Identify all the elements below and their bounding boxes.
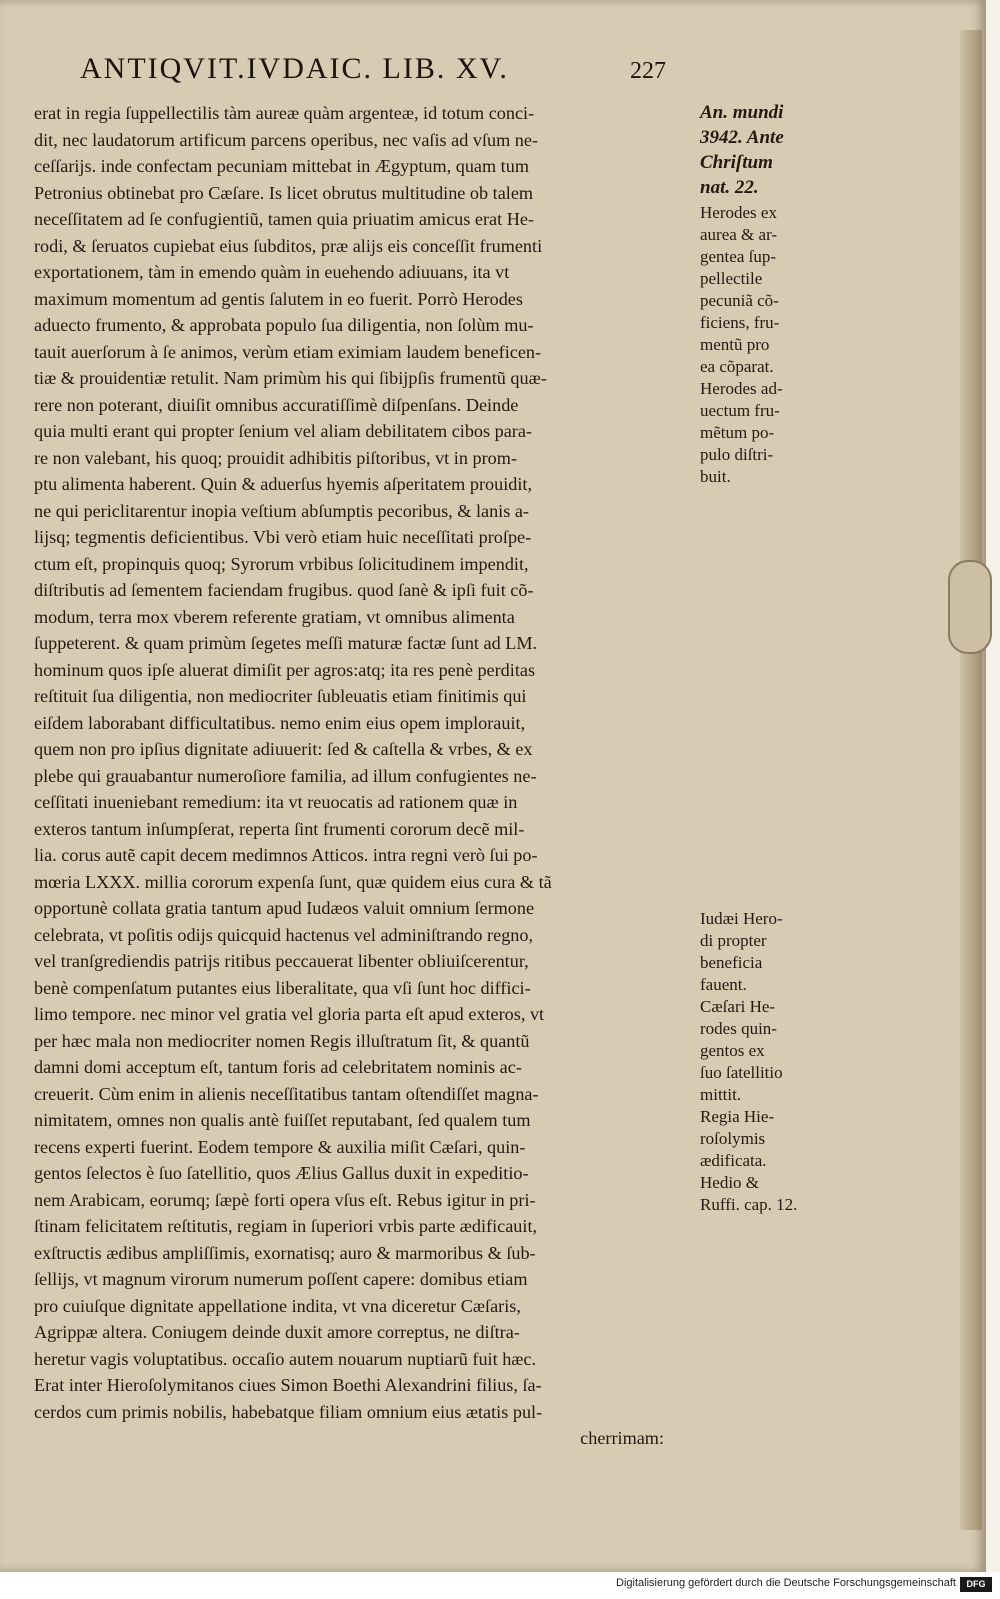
text-line: mœria LXXX. millia cororum expenſa ſunt, quæ quidem eius cura & tã <box>34 871 552 892</box>
text-line: Agrippæ altera. Coniugem deinde duxit amore correptus, ne diſtra- <box>34 1322 520 1342</box>
text-line: cerdos cum primis nobilis, habebatque filiam omnium eius ætatis pul- <box>34 1401 543 1422</box>
dfg-logo: DFG <box>960 1577 992 1592</box>
margin-line: ficiens, fru- <box>700 313 780 332</box>
text-line: diſtributis ad ſementem faciendam frugibus. quod ſanè & ipſi fuit cõ- <box>34 580 534 600</box>
text-line: erat in regia ſuppellectilis tàm aureæ quàm argenteæ, id totum conci- <box>34 103 535 123</box>
text-line: plebe qui grauabantur numeroſiore familia, ad illum confugientes ne- <box>34 765 537 786</box>
text-line: eiſdem laborabant difficultatibus. nemo enim eius opem implorauit, <box>34 712 526 733</box>
text-line: celebrata, vt poſitis odijs quicquid hactenus vel adminiſtrando regno, <box>34 924 534 945</box>
text-line: recens experti fuerint. Eodem tempore & auxilia miſit Cæſari, quin- <box>34 1136 526 1157</box>
text-line: exportationem, tàm in emendo quàm in euehendo adiuuans, ita vt <box>34 262 510 282</box>
text-line: pro cuiuſque dignitate appellatione indita, vt vna diceretur Cæſaris, <box>34 1295 521 1316</box>
text-line: gentos ſelectos è ſuo ſatellitio, quos Ælius Gallus duxit in expeditio- <box>34 1163 529 1183</box>
text-line: damni domi acceptum eſt, tantum foris ad celebritatem nominis ac- <box>34 1057 522 1077</box>
text-line: Petronius obtinebat pro Cæſare. Is licet obrutus multitudine ob talem <box>34 182 534 203</box>
margin-line: uectum fru- <box>700 401 780 420</box>
text-line: heretur vagis voluptatibus. occaſio autem nouarum nuptiarũ fuit hæc. <box>34 1348 537 1369</box>
margin-line: Iudæi Hero- <box>700 909 783 928</box>
margin-line: rodes quin- <box>700 1019 777 1038</box>
text-line: tauit auerſorum à ſe animos, verùm etiam eximiam laudem beneficen- <box>34 341 542 362</box>
margin-line: mittit. <box>700 1085 742 1104</box>
running-head: ANTIQVIT.IVDAIC. LIB. XV. <box>80 52 509 85</box>
margin-line: beneficia <box>700 953 763 972</box>
text-line: benè compenſatum putantes eius liberalitate, qua vſi ſunt hoc diffici- <box>34 977 531 998</box>
text-line: hominum quos ipſe aluerat dimiſit per agros:atq; ita res penè perditas <box>34 659 536 680</box>
text-line: ptu alimenta haberent. Quin & aduerſus hyemis aſperitatem prouidit, <box>34 474 532 494</box>
page-edge <box>960 30 982 1530</box>
page-number: 227 <box>630 58 666 84</box>
text-line: rere non poterant, diuiſit omnibus accuratiſſimè diſpenſans. Deinde <box>34 394 519 415</box>
text-line: exſtructis ædibus ampliſſimis, exornatisq; auro & marmoribus & ſub- <box>34 1242 536 1263</box>
text-line: opportunè collata gratia tantum apud Iudæos valuit omnium ſermone <box>34 898 535 918</box>
year-line: nat. 22. <box>700 177 759 198</box>
margin-note <box>700 1106 820 1172</box>
margin-line: Herodes ad- <box>700 379 783 398</box>
text-line: per hæc mala non mediocriter nomen Regis illuſtratum ſit, & quantũ <box>34 1030 530 1051</box>
margin-line: pecuniã cõ- <box>700 291 779 310</box>
text-line: ceſſitati inueniebant remedium: ita vt reuocatis ad rationem quæ in <box>34 792 518 812</box>
text-line: Erat inter Hieroſolymitanos ciues Simon Boethi Alexandrini filius, ſa- <box>34 1375 542 1395</box>
margin-line: pulo diſtri- <box>700 445 774 464</box>
margin-note <box>700 908 820 996</box>
text-line: lijsq; tegmentis deficientibus. Vbi verò etiam huic neceſſitati proſpe- <box>34 527 532 547</box>
funding-credit: Digitalisierung gefördert durch die Deutsche Forschungsgemeinschaft <box>616 1577 956 1589</box>
text-line: limo tempore. nec minor vel gratia vel gloria parta eſt apud exteros, vt <box>34 1004 545 1024</box>
text-line: rodi, & ſeruatos cupiebat eius ſubditos, præ alijs eis conceſſit frumenti <box>34 235 543 256</box>
margin-line: buit. <box>700 467 731 486</box>
margin-line: aurea & ar- <box>700 225 778 244</box>
text-line: re non valebant, his quoq; prouidit adhibitis piſtoribus, vt in prom- <box>34 447 517 468</box>
text-line: nem Arabicam, eorumq; ſæpè forti opera vſus eſt. Rebus igitur in pri- <box>34 1189 536 1210</box>
margin-line: Ruffi. cap. 12. <box>700 1195 798 1214</box>
text-line: dit, nec laudatorum artificum parcens operibus, nec vaſis ad vſum ne- <box>34 129 539 150</box>
text-line: lia. corus autẽ capit decem medimnos Atticos. intra regni verò ſui po- <box>34 845 538 865</box>
text-line: neceſſitatem ad ſe confugientiũ, tamen quia priuatim amicus erat He- <box>34 209 534 229</box>
margin-line: Regia Hie- <box>700 1107 775 1126</box>
catchword-line: cherrimam: <box>580 1428 664 1448</box>
year-line: 3942. Ante <box>700 127 784 148</box>
margin-note <box>700 996 820 1106</box>
margin-line: mẽtum po- <box>700 423 775 442</box>
margin-line: di propter <box>700 931 767 950</box>
text-line: nimitatem, omnes non qualis antè fuiſſet reputabant, ſed qualem tum <box>34 1110 531 1130</box>
margin-line: pellectile <box>700 269 763 288</box>
text-line: exteros tantum inſumpſerat, reperta ſint frumenti cororum decẽ mil- <box>34 818 525 839</box>
year-line: Chriſtum <box>700 152 773 173</box>
margin-line: ea cõparat. <box>700 357 774 376</box>
margin-line: mentũ pro <box>700 335 770 354</box>
text-line: ſellijs, vt magnum virorum numerum poſſent capere: domibus etiam <box>34 1269 528 1289</box>
text-line: vel tranſgrediendis patrijs ritibus peccauerat libenter obliuiſcerentur, <box>34 951 529 971</box>
text-line: ſuppeterent. & quam primùm ſegetes meſſi maturæ factæ ſunt ad LM. <box>34 633 538 653</box>
margin-line: ſuo ſatellitio <box>700 1063 783 1082</box>
margin-line: ædificata. <box>700 1151 767 1170</box>
text-line: tiæ & prouidentiæ retulit. Nam primùm his qui ſibijpſis frumentũ quæ- <box>34 368 547 388</box>
margin-line: Hedio & <box>700 1173 760 1192</box>
main-text-block <box>34 100 694 1452</box>
text-line: ceſſarijs. inde confectam pecuniam mittebat in Ægyptum, quam tum <box>34 156 529 176</box>
margin-line: Herodes ex <box>700 203 777 222</box>
text-line: ctum eſt, propinquis quoq; Syrorum vrbibus ſolicitudinem impendit, <box>34 553 529 574</box>
margin-notes-bottom <box>700 908 820 1216</box>
text-line: maximum momentum ad gentis ſalutem in eo fuerit. Porrò Herodes <box>34 288 523 309</box>
margin-note <box>700 202 820 488</box>
text-line: reſtituit ſua diligentia, non mediocriter ſubleuatis etiam finitimis qui <box>34 686 527 706</box>
text-line: ne qui periclitarentur inopia veſtium abſumptis pecoribus, & lanis a- <box>34 500 529 521</box>
year-annotation <box>700 100 820 200</box>
margin-notes-top <box>700 100 820 488</box>
margin-line: roſolymis <box>700 1129 766 1148</box>
year-line: An. mundi <box>700 102 784 123</box>
text-line: aduecto frumento, & approbata populo ſua diligentia, non ſolùm mu- <box>34 315 534 335</box>
footer-bar <box>0 1572 1000 1599</box>
margin-note <box>700 1172 820 1216</box>
margin-line: fauent. <box>700 975 747 994</box>
text-line: quia multi erant qui propter ſenium vel aliam debilitatem cibos para- <box>34 421 532 441</box>
text-line: ſtinam felicitatem reſtitutis, regiam in ſuperiori vrbis parte ædificauit, <box>34 1216 538 1236</box>
text-line: modum, terra mox vberem referente gratiam, vt omnibus alimenta <box>34 606 515 627</box>
text-line: creuerit. Cùm enim in alienis neceſſitatibus tantam oſtendiſſet magna- <box>34 1083 539 1104</box>
margin-line: gentea ſup- <box>700 247 776 266</box>
margin-line: Cæſari He- <box>700 997 776 1016</box>
margin-line: gentos ex <box>700 1041 765 1060</box>
page-clip <box>948 560 992 654</box>
text-line: quem non pro ipſius dignitate adiuuerit: ſed & caſtella & vrbes, & ex <box>34 739 533 759</box>
